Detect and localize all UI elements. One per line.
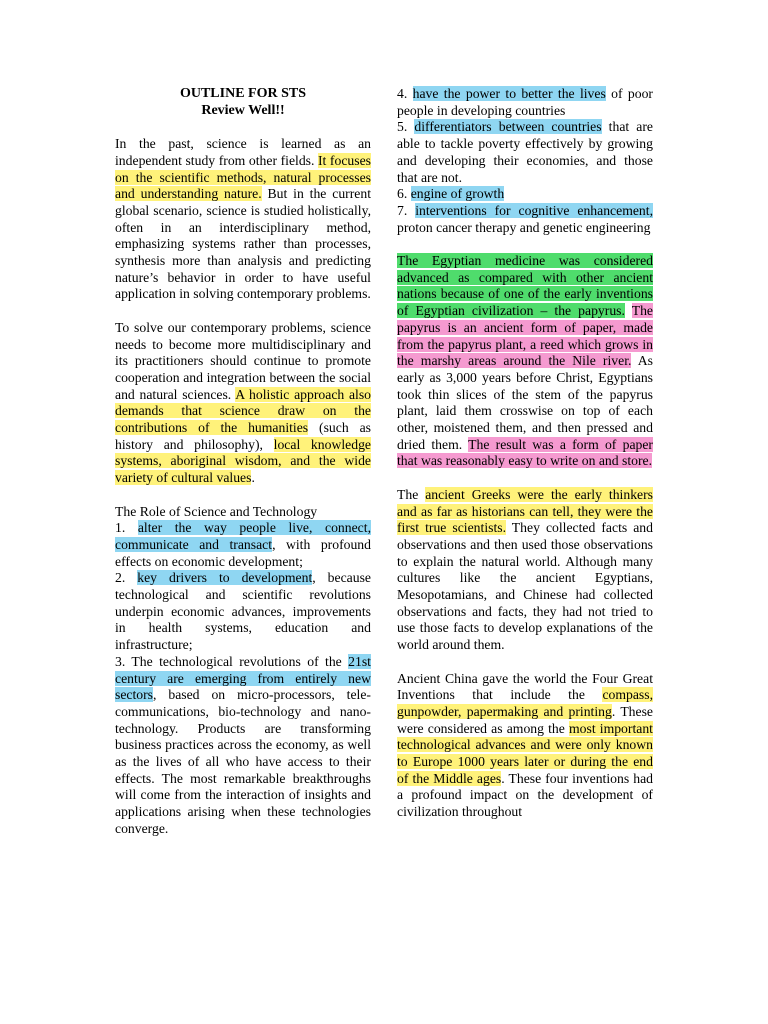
text-run: To solve our contemporary problems, science needs to become more multidisciplinary and its practitioners should continue to promote cooperation and integration between the social and natural sciences. [115, 319, 371, 402]
text-run: 2. [115, 570, 138, 586]
highlighted-text: The result was a form of paper that was reasonably easy to write on and store. [397, 436, 653, 469]
list-item-3 [115, 654, 371, 838]
text-run: (such as history and philosophy), [115, 420, 371, 452]
paragraph-ancient-greeks [397, 487, 653, 654]
text-run: Ancient China gave the world the Four Great Inventions that include the [397, 670, 653, 703]
text-run: , with profound effects on economic development; [115, 536, 371, 569]
text-run: 7. [397, 202, 416, 218]
list-item-7 [397, 203, 653, 236]
left-column [115, 86, 371, 838]
text-run: But in the current global scenario, science is studied holistically, often in an interdisciplinary method, emphasizing systems rather than processes, synthesis more than analysis and predicting nature’s behavior in order to have useful application in solving contemporary problems. [115, 186, 371, 302]
highlighted-text: The Egyptian medicine was considered advanced as compared with other ancient nations because of one of the early inventions of Egyptian civilization – the papyrus. [397, 253, 653, 319]
highlighted-text: local knowledge systems, aboriginal wisdom, and the wide variety of cultural values [115, 436, 371, 486]
text-run: They collected facts and observations and then used those observations to explain the natural world. Although many cultures like the ancient Egyptians, Mesopotamians, and Chinese had collected observations and facts, they had not tried to use those facts to develop explanations of the world around them. [397, 520, 653, 653]
document-subtitle: Review Well!! [201, 102, 285, 118]
highlighted-text: It focuses on the scientific methods, natural processes and understanding nature. [115, 152, 371, 202]
list-item-6 [397, 186, 653, 203]
paragraph-science-holistic [115, 136, 371, 303]
text-run: As early as 3,000 years before Christ, Egyptians took thin slices of the stem of the papyrus plant, laid them crosswise on top of each other, moistened them, and then pressed and dried them. [397, 353, 653, 452]
text-run: The Role of Science and Technology [115, 503, 318, 519]
text-run: of poor people in developing countries [397, 86, 653, 118]
paragraph-egyptian-medicine [397, 253, 653, 470]
text-run: , because technological and scientific revolutions underpin economic advances, improvements in health systems, education and infrastructure; [115, 570, 371, 653]
text-run: 3. The technological revolutions of the [115, 653, 349, 669]
section-heading-role [115, 504, 371, 521]
highlighted-text: ancient Greeks were the early thinkers and as far as historians can tell, they were the first true scientists. [397, 486, 653, 536]
paragraph-ancient-china [397, 671, 653, 821]
text-run: . These were considered as among the [397, 703, 653, 736]
text-run: . These four inventions had a profound impact on the development of civilization throughout [397, 770, 654, 820]
list-item-5 [397, 119, 653, 186]
highlighted-text: alter the way people live, connect, communicate and transact [115, 520, 371, 552]
highlighted-text: differentiators between countries [414, 119, 602, 135]
highlighted-text: engine of growth [410, 186, 505, 202]
text-run: . [251, 470, 255, 486]
text-run: 5. [397, 119, 415, 135]
paragraph-contemporary-problems [115, 320, 371, 487]
document-title: OUTLINE FOR STS [179, 86, 307, 101]
text-run: 4. [397, 86, 413, 101]
highlighted-text: 21st century are emerging from entirely new sectors [115, 653, 371, 703]
highlighted-text: A holistic approach also demands that science draw on the contributions of the humanities [115, 386, 372, 436]
highlighted-text: key drivers to development [137, 570, 313, 586]
list-item-4 [397, 86, 653, 119]
right-column [397, 86, 653, 821]
text-run: 6. [397, 186, 411, 202]
highlighted-text: interventions for cognitive enhancement, [415, 202, 653, 218]
text-run: proton cancer therapy and genetic engineering [397, 219, 651, 235]
text-run [625, 303, 632, 318]
text-run: In the past, science is learned as an independent study from other fields. [115, 136, 371, 168]
list-item-1 [115, 520, 371, 570]
text-run: The [397, 486, 426, 502]
highlighted-text: compass, gunpowder, papermaking and printing [397, 687, 653, 719]
highlighted-text: The papyrus is an ancient form of paper, made from the papyrus plant, a reed which grows in the marshy areas around the Nile river. [397, 303, 653, 369]
list-item-2 [115, 570, 371, 654]
highlighted-text: have the power to better the lives [412, 86, 606, 101]
text-run: 1. [115, 520, 138, 536]
highlighted-text: most important technological advances and were only known to Europe 1000 years later or during the end of the Middle ages [397, 720, 653, 786]
text-run: that are able to tackle poverty effectively by growing and developing their economies, and those that are not. [397, 119, 654, 185]
text-run: , based on micro-processors, tele-communications, bio-technology and nano-technology. Products are transforming business practices across the economy, as well as the lives of all who have access to their effects. The most remarkable breakthroughs will come from the interaction of insights and applications arising when these technologies converge. [115, 687, 371, 836]
